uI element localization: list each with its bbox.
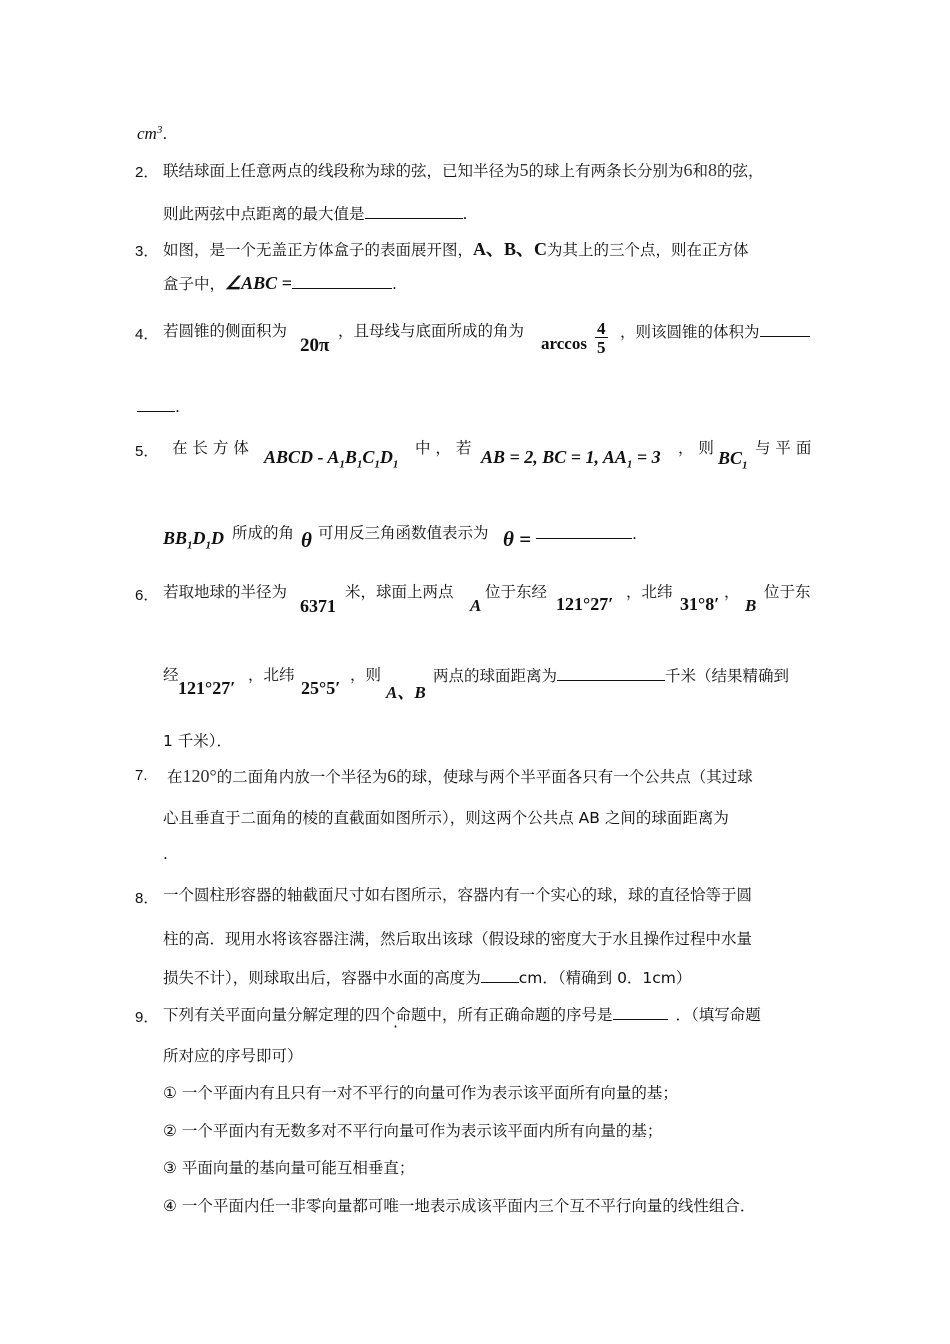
answer-blank-continued[interactable] [137,397,175,412]
question-7-line-2: 心且垂直于二面角的棱的直截面如图所示），则这两个公共点 AB 之间的球面距离为 [163,809,729,827]
question-2-line-2: 则此两弦中点距离的最大值是 . [163,205,468,223]
question-6-line-2a: 经 [163,666,179,684]
answer-blank[interactable] [613,1005,668,1020]
question-7-line-3: . [163,845,168,863]
fraction-4-5: $\frac{4}{5}$ [597,319,606,357]
question-3-number: 3． [135,243,159,260]
question-4-number: 4． [135,326,159,343]
answer-blank[interactable] [481,968,519,983]
theta-equals: θ = [503,527,532,551]
question-7-line-1: 在120°的二面角内放一个半径为6的球，使球与两个半平面各只有一个公共点（其过球 [167,766,753,786]
answer-blank[interactable] [292,274,392,289]
question-4-line-2: . [137,397,180,417]
question-5-number: 5． [135,443,159,460]
question-5-line-1c: ， 则 [678,439,714,457]
question-3-line-2: 盒子中，∠ABC = . [163,273,397,293]
theta: θ [301,528,312,552]
question-4-line-1c: ，则该圆锥的体积为 [620,322,810,342]
question-5-line-2a: 所成的角 [232,524,295,542]
lateral-area: 20π [300,335,330,356]
question-6-line-1e: ， [724,583,740,601]
question-6-line-1d: ，北纬 [626,583,673,601]
latitude-b: 25°5′ [301,678,341,698]
segment-bc1: $BC_1$ [718,448,748,472]
answer-blank[interactable] [760,322,810,337]
question-2-line-1: 联结球面上任意两点的线段称为球的弦，已知半径为5的球上有两条长分别为6和8的弦， [163,160,764,180]
answer-blank[interactable] [557,666,665,681]
question-6-line-2b: ，北纬 [248,666,295,684]
question-9-number: 9． [135,1009,159,1026]
question-6-line-1f: 位于东 [764,583,811,601]
volume-unit: $cm^3$. [137,124,168,144]
question-8-line-1: 一个圆柱形容器的轴截面尺寸如右图所示，容器内有一个实心的球，球的直径恰等于圆 [163,886,753,904]
question-5-line-1b: 中 ， 若 [415,439,472,457]
proposition-2: ② 一个平面内有无数多对不平行向量可作为表示该平面内所有向量的基； [163,1122,663,1140]
question-8-line-2: 柱的高．现用水将该容器注满，然后取出该球（假设球的密度大于水且操作过程中水量 [163,930,753,948]
cuboid-name: ABCD - $A_1B_1C_1D_1$ [264,447,399,471]
edge-conditions: AB = 2, BC = 1, $AA_1 = 3$ [481,447,661,471]
question-8-number: 8． [135,890,159,907]
proposition-1: ① 一个平面内有且只有一对不平行的向量可作为表示该平面所有向量的基； [163,1084,678,1102]
question-6-line-1a: 若取地球的半径为 [163,583,288,601]
latitude-a: 31°8′ [680,594,720,614]
emphasized-four-propositions: 四个命题 [364,1006,427,1024]
question-6-line-3: 1 千米）． [163,732,233,750]
arccos: arccos [541,334,587,353]
answer-blank[interactable] [365,204,463,219]
longitude-b: 121°27′ [178,678,236,698]
question-6-line-2d: 两点的球面距离为 千米（结果精确到 [433,667,790,685]
question-5-line-2c: . [536,524,637,544]
answer-blank[interactable] [536,524,632,539]
question-5-line-1d: 与 平 面 [755,439,812,457]
question-5-line-1a: 在 长 方 体 [172,439,249,457]
question-5-line-2b: 可用反三角函数值表示为 [318,524,489,542]
question-6-line-2c: ，则 [350,666,382,684]
question-7-number: 7. [135,767,148,784]
question-2-number: 2． [135,164,159,181]
question-6-number: 6． [135,587,159,604]
point-b: B [745,596,757,615]
proposition-4: ④ 一个平面内任一非零向量都可唯一地表示成该平面内三个互不平行向量的线性组合． [163,1197,756,1215]
longitude-a: 121°27′ [556,594,614,614]
question-9-line-2: 所对应的序号即可） [163,1047,303,1065]
question-6-line-1b: 米，球面上两点 [345,583,454,601]
question-9-line-1: 下列有关平面向量分解定理的四个命题中，所有正确命题的序号是 ．（填写命题 [163,1006,761,1024]
points-ab: A、B [386,683,426,702]
question-4-line-1b: ，且母线与底面所成的角为 [338,322,525,340]
point-a: A [470,596,482,615]
question-8-line-3: 损失不计），则球取出后，容器中水面的高度为 cm．（精确到 0．1cm） [163,969,692,987]
plane-bb1d1d: $BB_1D_1D$ [163,528,225,552]
question-3-line-1: 如图，是一个无盖正方体盒子的表面展开图，A、B、C为其上的三个点，则在正方体 [163,239,749,259]
question-6-line-1c: 位于东经 [485,583,548,601]
proposition-3: ③ 平面向量的基向量可能互相垂直； [163,1159,415,1177]
question-4-line-1: 若圆锥的侧面积为 [163,322,288,340]
earth-radius: 6371 [300,596,336,616]
